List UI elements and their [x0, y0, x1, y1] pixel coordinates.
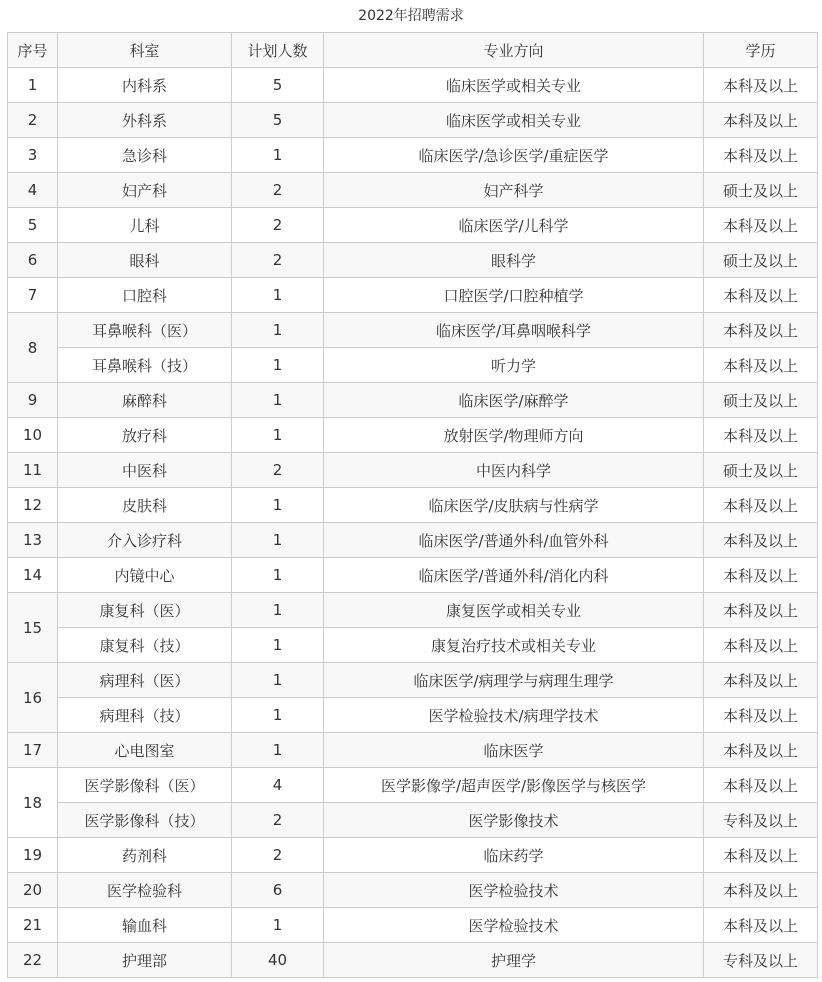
planned-count-cell: 5 — [232, 68, 324, 103]
major-cell: 临床医学/普通外科/消化内科 — [324, 558, 704, 593]
department-cell: 妇产科 — [58, 173, 232, 208]
major-cell: 临床医学/耳鼻咽喉科学 — [324, 313, 704, 348]
education-cell: 本科及以上 — [704, 348, 818, 383]
table-row — [8, 138, 818, 173]
education-cell: 本科及以上 — [704, 523, 818, 558]
row-number: 18 — [8, 768, 58, 838]
major-cell: 听力学 — [324, 348, 704, 383]
table-row — [8, 243, 818, 278]
header-no: 序号 — [8, 33, 58, 68]
table-row — [8, 418, 818, 453]
planned-count-cell: 5 — [232, 103, 324, 138]
row-number: 12 — [8, 488, 58, 523]
department-cell: 眼科 — [58, 243, 232, 278]
department-cell: 耳鼻喉科（技） — [58, 348, 232, 383]
planned-count-cell: 1 — [232, 558, 324, 593]
table-row — [8, 698, 818, 733]
education-cell: 本科及以上 — [704, 628, 818, 663]
major-cell: 临床医学或相关专业 — [324, 103, 704, 138]
row-number: 17 — [8, 733, 58, 768]
planned-count-cell: 4 — [232, 768, 324, 803]
major-cell: 医学检验技术/病理学技术 — [324, 698, 704, 733]
major-cell: 临床医学/急诊医学/重症医学 — [324, 138, 704, 173]
department-cell: 康复科（医） — [58, 593, 232, 628]
major-cell: 口腔医学/口腔种植学 — [324, 278, 704, 313]
department-cell: 急诊科 — [58, 138, 232, 173]
education-cell: 本科及以上 — [704, 138, 818, 173]
planned-count-cell: 2 — [232, 243, 324, 278]
row-number: 3 — [8, 138, 58, 173]
major-cell: 临床医学 — [324, 733, 704, 768]
row-number: 7 — [8, 278, 58, 313]
department-cell: 皮肤科 — [58, 488, 232, 523]
department-cell: 口腔科 — [58, 278, 232, 313]
planned-count-cell: 1 — [232, 593, 324, 628]
department-cell: 内科系 — [58, 68, 232, 103]
row-number: 9 — [8, 383, 58, 418]
table-row — [8, 348, 818, 383]
education-cell: 本科及以上 — [704, 208, 818, 243]
education-cell: 本科及以上 — [704, 68, 818, 103]
table-row — [8, 768, 818, 803]
planned-count-cell: 40 — [232, 943, 324, 978]
row-number: 1 — [8, 68, 58, 103]
table-row — [8, 908, 818, 943]
department-cell: 介入诊疗科 — [58, 523, 232, 558]
planned-count-cell: 1 — [232, 628, 324, 663]
table-row — [8, 313, 818, 348]
major-cell: 医学检验技术 — [324, 908, 704, 943]
major-cell: 临床医学/儿科学 — [324, 208, 704, 243]
major-cell: 中医内科学 — [324, 453, 704, 488]
major-cell: 临床医学或相关专业 — [324, 68, 704, 103]
department-cell: 麻醉科 — [58, 383, 232, 418]
planned-count-cell: 1 — [232, 313, 324, 348]
department-cell: 护理部 — [58, 943, 232, 978]
department-cell: 耳鼻喉科（医） — [58, 313, 232, 348]
department-cell: 中医科 — [58, 453, 232, 488]
major-cell: 康复治疗技术或相关专业 — [324, 628, 704, 663]
table-row — [8, 873, 818, 908]
education-cell: 本科及以上 — [704, 418, 818, 453]
planned-count-cell: 1 — [232, 733, 324, 768]
row-number: 8 — [8, 313, 58, 383]
row-number: 21 — [8, 908, 58, 943]
department-cell: 医学检验科 — [58, 873, 232, 908]
table-row — [8, 488, 818, 523]
education-cell: 硕士及以上 — [704, 173, 818, 208]
education-cell: 本科及以上 — [704, 488, 818, 523]
row-number: 11 — [8, 453, 58, 488]
planned-count-cell: 1 — [232, 698, 324, 733]
education-cell: 本科及以上 — [704, 278, 818, 313]
education-cell: 硕士及以上 — [704, 453, 818, 488]
major-cell: 放射医学/物理师方向 — [324, 418, 704, 453]
planned-count-cell: 1 — [232, 908, 324, 943]
major-cell: 医学检验技术 — [324, 873, 704, 908]
row-number: 19 — [8, 838, 58, 873]
table-row — [8, 173, 818, 208]
planned-count-cell: 1 — [232, 663, 324, 698]
major-cell: 临床医学/麻醉学 — [324, 383, 704, 418]
major-cell: 临床医学/皮肤病与性病学 — [324, 488, 704, 523]
major-cell: 医学影像技术 — [324, 803, 704, 838]
major-cell: 康复医学或相关专业 — [324, 593, 704, 628]
header-edu: 学历 — [704, 33, 818, 68]
department-cell: 输血科 — [58, 908, 232, 943]
major-cell: 眼科学 — [324, 243, 704, 278]
header-dept: 科室 — [58, 33, 232, 68]
department-cell: 儿科 — [58, 208, 232, 243]
planned-count-cell: 1 — [232, 348, 324, 383]
table-row — [8, 278, 818, 313]
department-cell: 内镜中心 — [58, 558, 232, 593]
table-row — [8, 838, 818, 873]
table-row — [8, 593, 818, 628]
education-cell: 本科及以上 — [704, 593, 818, 628]
table-row — [8, 943, 818, 978]
major-cell: 妇产科学 — [324, 173, 704, 208]
planned-count-cell: 2 — [232, 173, 324, 208]
education-cell: 本科及以上 — [704, 768, 818, 803]
header-major: 专业方向 — [324, 33, 704, 68]
education-cell: 专科及以上 — [704, 803, 818, 838]
planned-count-cell: 2 — [232, 803, 324, 838]
table-row — [8, 733, 818, 768]
row-number: 15 — [8, 593, 58, 663]
planned-count-cell: 1 — [232, 138, 324, 173]
row-number: 6 — [8, 243, 58, 278]
department-cell: 医学影像科（医） — [58, 768, 232, 803]
table-body — [8, 68, 818, 978]
row-number: 13 — [8, 523, 58, 558]
table-row — [8, 628, 818, 663]
department-cell: 放疗科 — [58, 418, 232, 453]
department-cell: 外科系 — [58, 103, 232, 138]
planned-count-cell: 2 — [232, 453, 324, 488]
planned-count-cell: 1 — [232, 488, 324, 523]
major-cell: 护理学 — [324, 943, 704, 978]
row-number: 14 — [8, 558, 58, 593]
row-number: 22 — [8, 943, 58, 978]
recruitment-table — [7, 32, 818, 978]
education-cell: 本科及以上 — [704, 313, 818, 348]
education-cell: 硕士及以上 — [704, 383, 818, 418]
table-row — [8, 453, 818, 488]
planned-count-cell: 2 — [232, 838, 324, 873]
row-number: 4 — [8, 173, 58, 208]
department-cell: 药剂科 — [58, 838, 232, 873]
planned-count-cell: 1 — [232, 418, 324, 453]
major-cell: 临床药学 — [324, 838, 704, 873]
row-number: 2 — [8, 103, 58, 138]
row-number: 10 — [8, 418, 58, 453]
education-cell: 专科及以上 — [704, 943, 818, 978]
planned-count-cell: 1 — [232, 523, 324, 558]
planned-count-cell: 1 — [232, 278, 324, 313]
table-row — [8, 208, 818, 243]
planned-count-cell: 1 — [232, 383, 324, 418]
table-row — [8, 68, 818, 103]
planned-count-cell: 2 — [232, 208, 324, 243]
education-cell: 硕士及以上 — [704, 243, 818, 278]
table-row — [8, 103, 818, 138]
department-cell: 医学影像科（技） — [58, 803, 232, 838]
department-cell: 病理科（技） — [58, 698, 232, 733]
planned-count-cell: 6 — [232, 873, 324, 908]
education-cell: 本科及以上 — [704, 663, 818, 698]
row-number: 16 — [8, 663, 58, 733]
department-cell: 心电图室 — [58, 733, 232, 768]
header-row — [8, 33, 818, 68]
education-cell: 本科及以上 — [704, 733, 818, 768]
education-cell: 本科及以上 — [704, 873, 818, 908]
header-count: 计划人数 — [232, 33, 324, 68]
table-row — [8, 558, 818, 593]
education-cell: 本科及以上 — [704, 698, 818, 733]
major-cell: 医学影像学/超声医学/影像医学与核医学 — [324, 768, 704, 803]
table-row — [8, 663, 818, 698]
table-row — [8, 523, 818, 558]
education-cell: 本科及以上 — [704, 838, 818, 873]
major-cell: 临床医学/病理学与病理生理学 — [324, 663, 704, 698]
table-row — [8, 383, 818, 418]
education-cell: 本科及以上 — [704, 908, 818, 943]
department-cell: 康复科（技） — [58, 628, 232, 663]
education-cell: 本科及以上 — [704, 103, 818, 138]
major-cell: 临床医学/普通外科/血管外科 — [324, 523, 704, 558]
row-number: 5 — [8, 208, 58, 243]
table-caption: 2022年招聘需求 — [358, 8, 464, 24]
education-cell: 本科及以上 — [704, 558, 818, 593]
row-number: 20 — [8, 873, 58, 908]
table-row — [8, 803, 818, 838]
department-cell: 病理科（医） — [58, 663, 232, 698]
